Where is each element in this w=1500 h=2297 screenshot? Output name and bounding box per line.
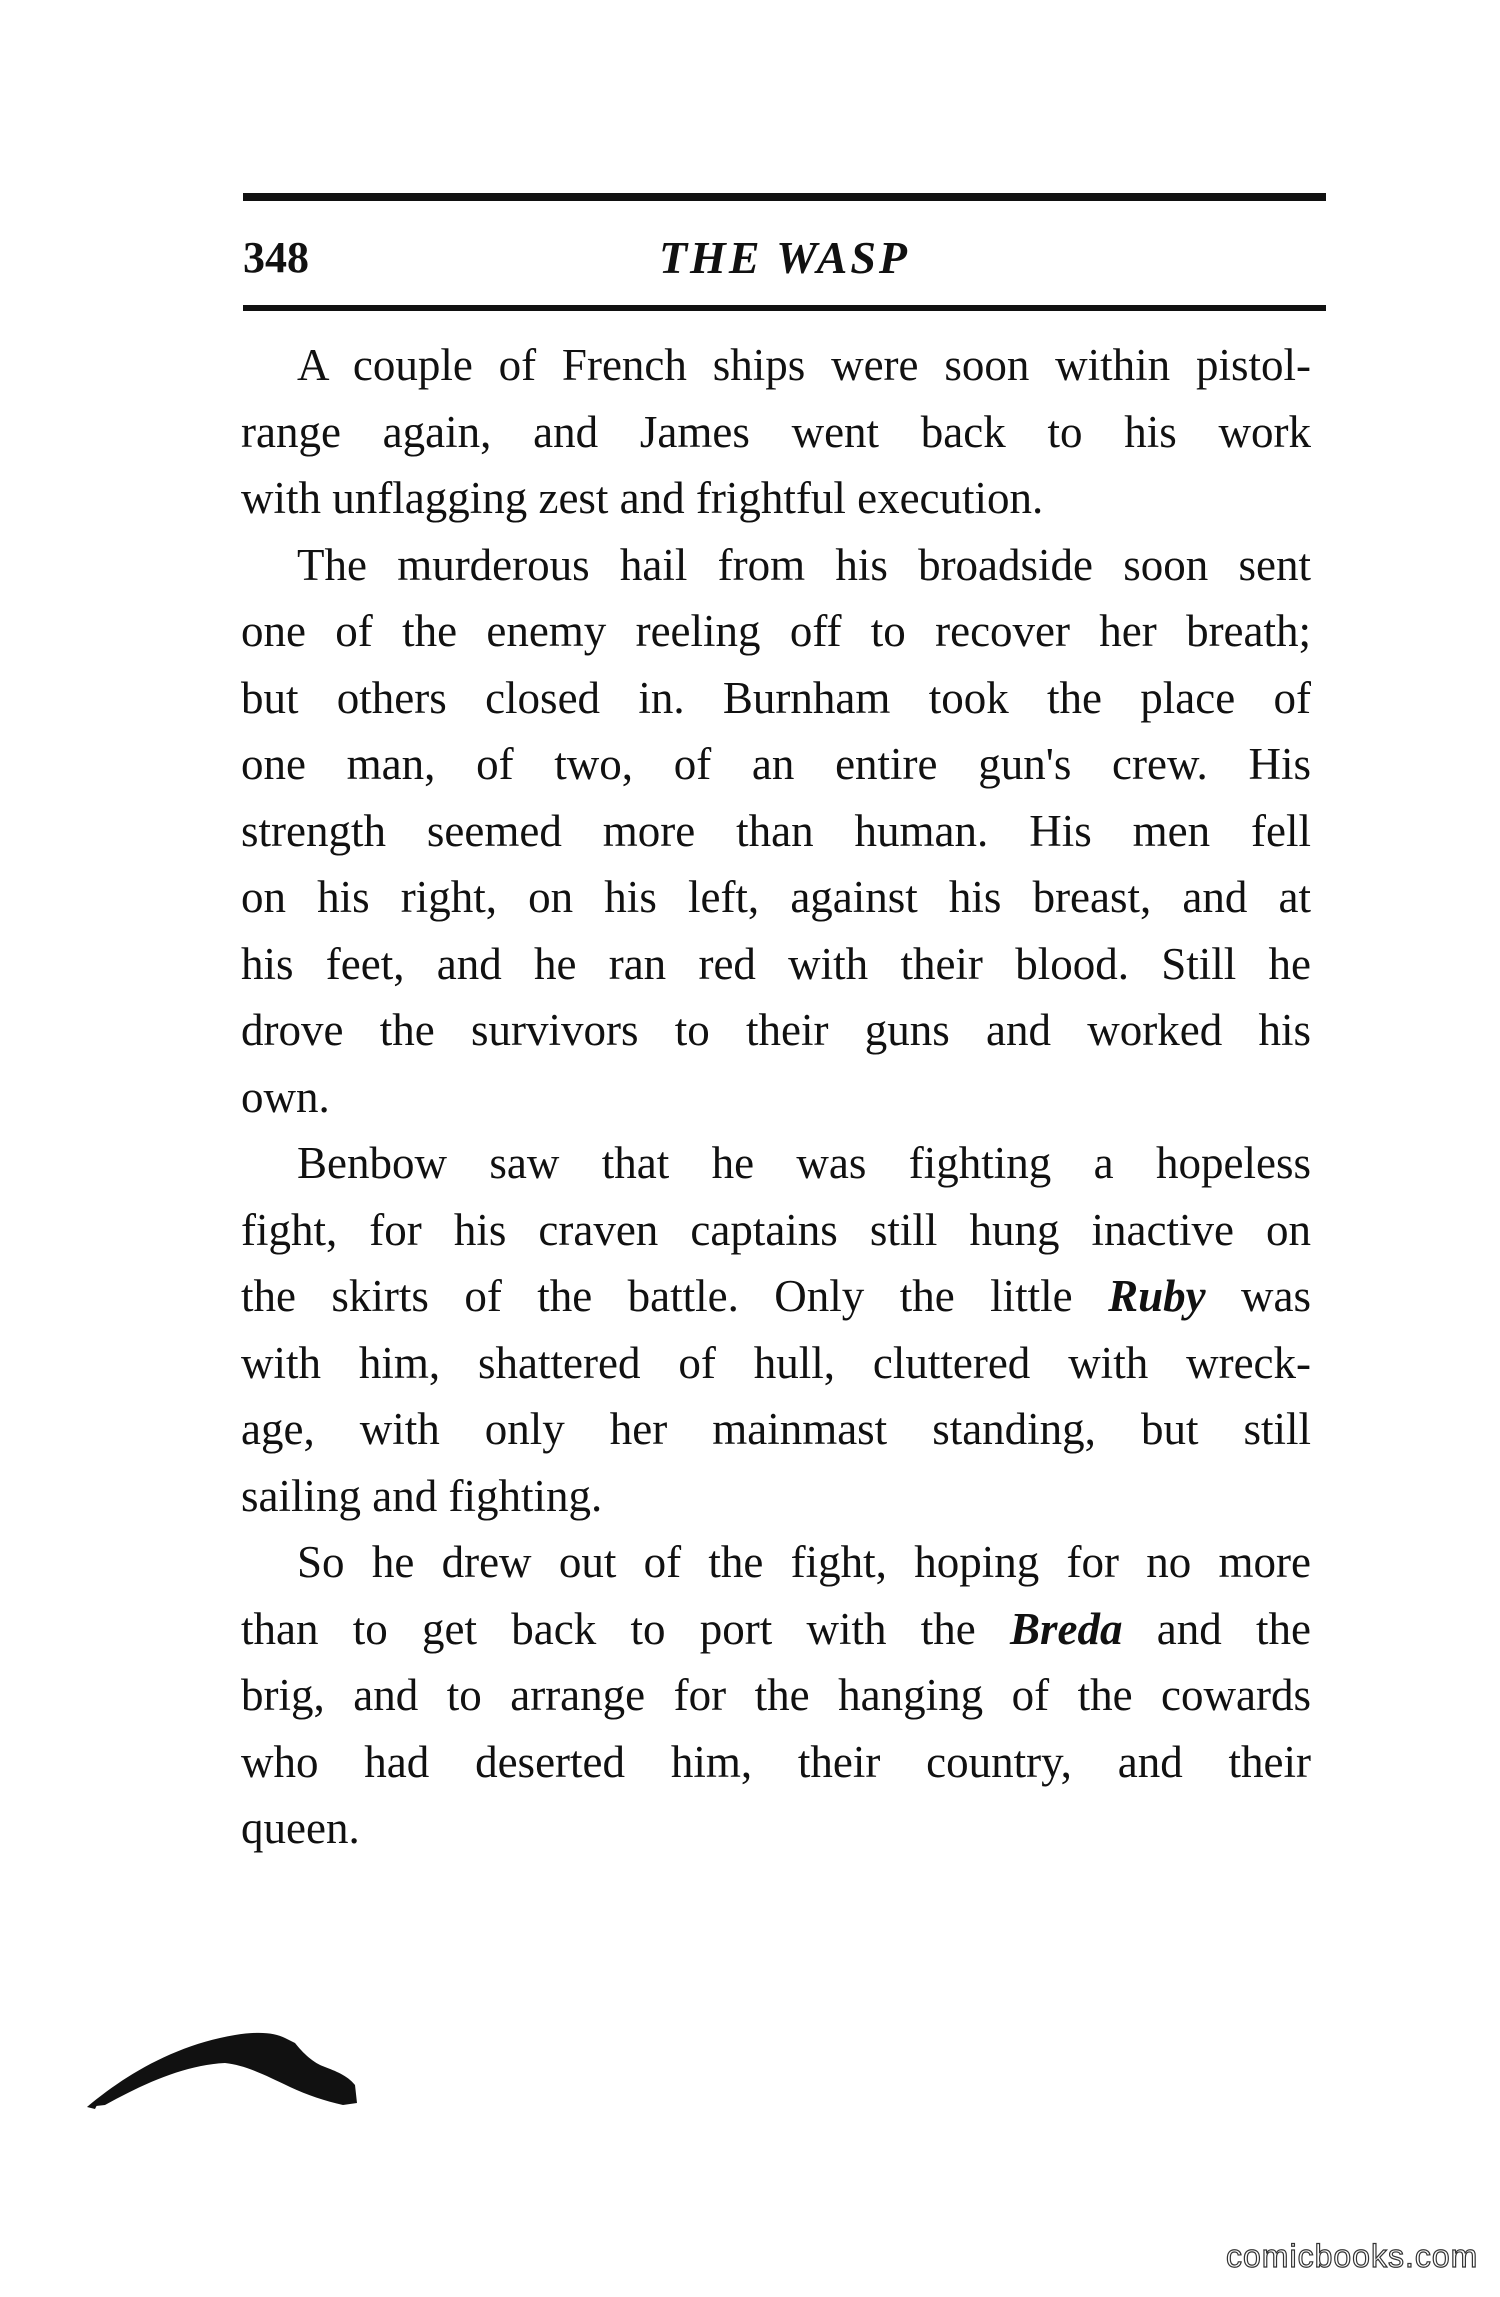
header-rule-top [243,193,1326,201]
text-line: his feet, and he ran red with their blood. Still he [241,938,1311,989]
running-title: THE WASP [658,232,911,283]
text-line: drove the survivors to their guns and worked his [241,1005,1311,1055]
text-line: with unflagging zest and frightful execution. [241,473,1044,523]
paragraph [241,1130,1311,1529]
text-line: own. [241,1071,330,1122]
page-number: 348 [243,233,309,282]
text-line: Benbow saw that he was fighting a hopeless [297,1138,1311,1188]
text-line: age, with only her mainmast standing, but still [241,1404,1311,1454]
header-rule-bottom [243,305,1326,311]
text-line: So he drew out of the fight, hoping for no more [297,1537,1311,1587]
running-head [243,228,1326,288]
text-line: who had deserted him, their country, and their [241,1736,1311,1787]
text-line: one of the enemy reeling off to recover her breath; [241,606,1311,656]
text-segment: than to get back to port with the [241,1603,1011,1654]
text-line: The murderous hail from his broadside soon sent [297,539,1311,590]
ship-name: Breda [1010,1603,1123,1654]
text-line: strength seemed more than human. His men fell [241,805,1311,856]
text-line: but others closed in. Burnham took the place of [241,672,1311,723]
paragraph [241,332,1311,532]
ship-name: Ruby [1108,1271,1206,1321]
text-line: fight, for his craven captains still hung inactive on [241,1204,1311,1255]
text-line: brig, and to arrange for the hanging of the cowards [241,1670,1311,1720]
text-segment: the skirts of the battle. Only the little [241,1271,1109,1321]
text-line: range again, and James went back to his work [241,406,1311,457]
text-line: A couple of French ships were soon within pistol- [297,340,1311,390]
text-line: one man, of two, of an entire gun's crew. His [241,739,1311,789]
text-line: with him, shattered of hull, cluttered with wreck- [241,1337,1311,1388]
paragraph [241,532,1311,1131]
text-line [241,1596,1311,1663]
text-segment: and the [1122,1603,1311,1654]
text-line: on his right, on his left, against his breast, and at [241,872,1311,922]
body-text [241,332,1311,1862]
text-line: sailing and fighting. [241,1470,603,1521]
text-segment: was [1205,1271,1311,1321]
ink-blot-ornament [85,2005,385,2115]
text-line: queen. [241,1803,360,1853]
text-line [241,1263,1311,1330]
paragraph [241,1529,1311,1862]
watermark: comicbooks.com [1226,2238,1479,2274]
